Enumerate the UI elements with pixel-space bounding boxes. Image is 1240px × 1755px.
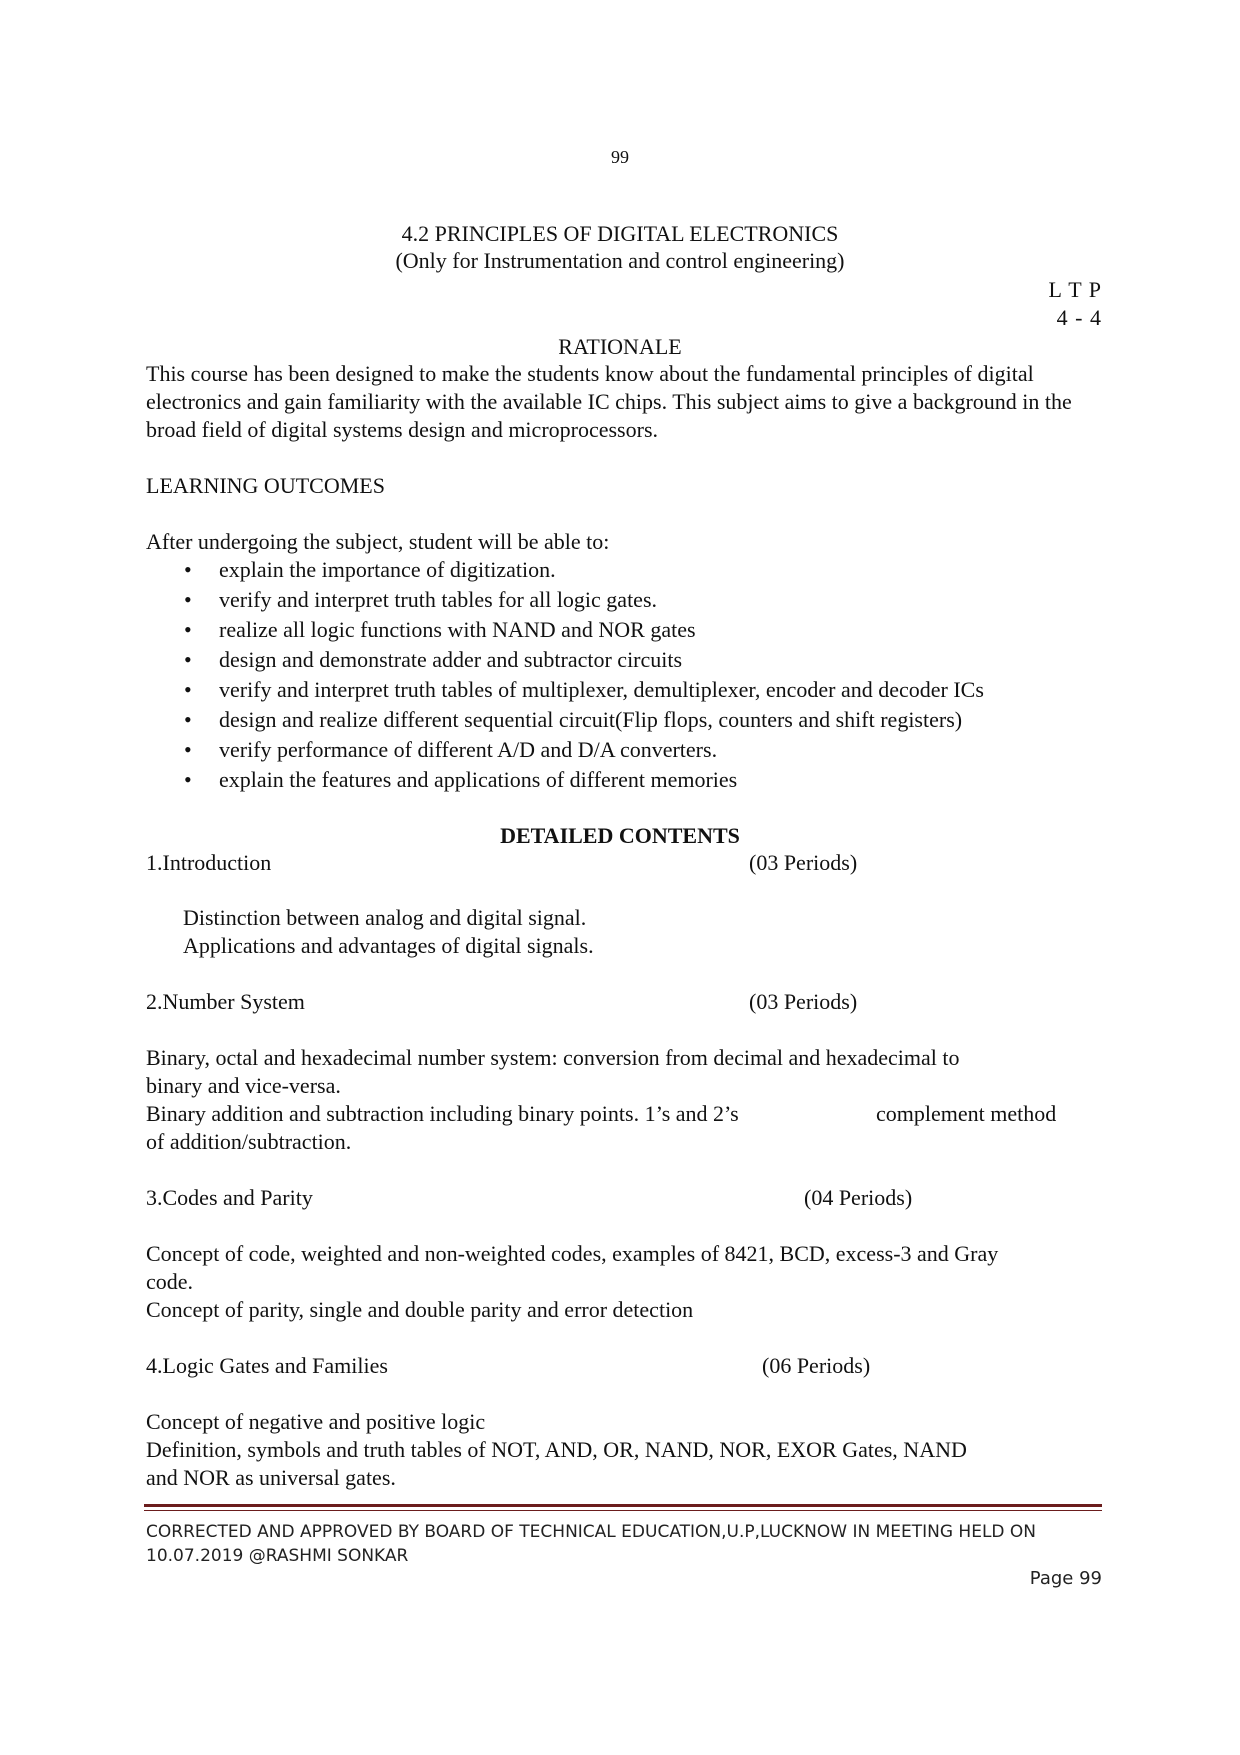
detailed-contents-heading: DETAILED CONTENTS (500, 823, 740, 848)
list-item (146, 615, 984, 645)
section-line: of addition/subtraction. (146, 1129, 352, 1154)
footer-page-number: Page 99 (1029, 1568, 1102, 1589)
bullet-icon: • (184, 617, 192, 642)
section-periods: (03 Periods) (749, 850, 858, 875)
footer-approval-text: CORRECTED AND APPROVED BY BOARD OF TECHNICAL EDUCATION,U.P,LUCKNOW IN MEETING HELD ON 10.07.2019 @RASHMI SONKAR (146, 1522, 1037, 1566)
outcome-text: verify and interpret truth tables of multiplexer, demultiplexer, encoder and decoder ICs (219, 677, 984, 702)
bullet-icon: • (184, 677, 192, 702)
ltp-header: L T P (1048, 277, 1102, 302)
section-title-introduction: 1.Introduction (146, 850, 272, 875)
footer-divider (144, 1510, 1102, 1511)
bullet-icon: • (184, 707, 192, 732)
outcome-text: verify performance of different A/D and D/A converters. (219, 737, 718, 762)
list-item (146, 555, 984, 585)
outcome-text: verify and interpret truth tables for all logic gates. (219, 587, 658, 612)
section-line: Applications and advantages of digital signals. (183, 933, 594, 958)
list-item (146, 585, 984, 615)
section-line: code. (146, 1269, 194, 1294)
section-line: Concept of negative and positive logic (146, 1409, 486, 1434)
outcome-text: design and demonstrate adder and subtractor circuits (219, 647, 683, 672)
list-item (146, 705, 984, 735)
section-line: Definition, symbols and truth tables of NOT, AND, OR, NAND, NOR, EXOR Gates, NAND (146, 1437, 967, 1462)
outcome-text: design and realize different sequential circuit(Flip flops, counters and shift registers) (219, 707, 963, 732)
section-title-codes-and-parity: 3.Codes and Parity (146, 1185, 313, 1210)
bullet-icon: • (184, 647, 192, 672)
section-periods: (06 Periods) (762, 1353, 871, 1378)
section-title-number-system: 2.Number System (146, 989, 305, 1014)
learning-outcomes-heading: LEARNING OUTCOMES (146, 473, 385, 498)
section-line: Binary, octal and hexadecimal number system: conversion from decimal and hexadecimal to (146, 1045, 960, 1070)
bullet-icon: • (184, 587, 192, 612)
list-item (146, 765, 984, 795)
section-line: Concept of parity, single and double parity and error detection (146, 1297, 694, 1322)
list-item (146, 735, 984, 765)
document-title: 4.2 PRINCIPLES OF DIGITAL ELECTRONICS (401, 221, 839, 246)
learning-outcomes-intro: After undergoing the subject, student will be able to: (146, 529, 610, 554)
section-line: Binary addition and subtraction including binary points. 1’s and 2’s (146, 1101, 739, 1126)
section-line: Distinction between analog and digital signal. (183, 905, 587, 930)
bullet-icon: • (184, 737, 192, 762)
outcome-text: explain the importance of digitization. (219, 557, 556, 582)
bullet-icon: • (184, 557, 192, 582)
section-line: and NOR as universal gates. (146, 1465, 396, 1490)
bullet-icon: • (184, 767, 192, 792)
footer-divider (144, 1504, 1102, 1507)
page-number: 99 (611, 147, 629, 167)
rationale-heading: RATIONALE (558, 334, 682, 359)
ltp-values: 4 - 4 (1056, 305, 1102, 330)
section-title-logic-gates: 4.Logic Gates and Families (146, 1353, 388, 1378)
section-line: binary and vice-versa. (146, 1073, 341, 1098)
learning-outcomes-list (146, 555, 984, 795)
section-periods: (04 Periods) (804, 1185, 913, 1210)
rationale-text: This course has been designed to make the students know about the fundamental principles of digital electronics and gain familiarity with the available IC chips. This subject aims to give a background in the broad field of digital systems design and microprocessors. (146, 361, 1072, 442)
list-item (146, 645, 984, 675)
outcome-text: realize all logic functions with NAND and NOR gates (219, 617, 696, 642)
list-item (146, 675, 984, 705)
section-line: complement method (876, 1101, 1057, 1126)
document-subtitle: (Only for Instrumentation and control engineering) (395, 248, 845, 273)
outcome-text: explain the features and applications of different memories (219, 767, 738, 792)
section-periods: (03 Periods) (749, 989, 858, 1014)
section-line: Concept of code, weighted and non-weighted codes, examples of 8421, BCD, excess-3 and Gray (146, 1241, 999, 1266)
